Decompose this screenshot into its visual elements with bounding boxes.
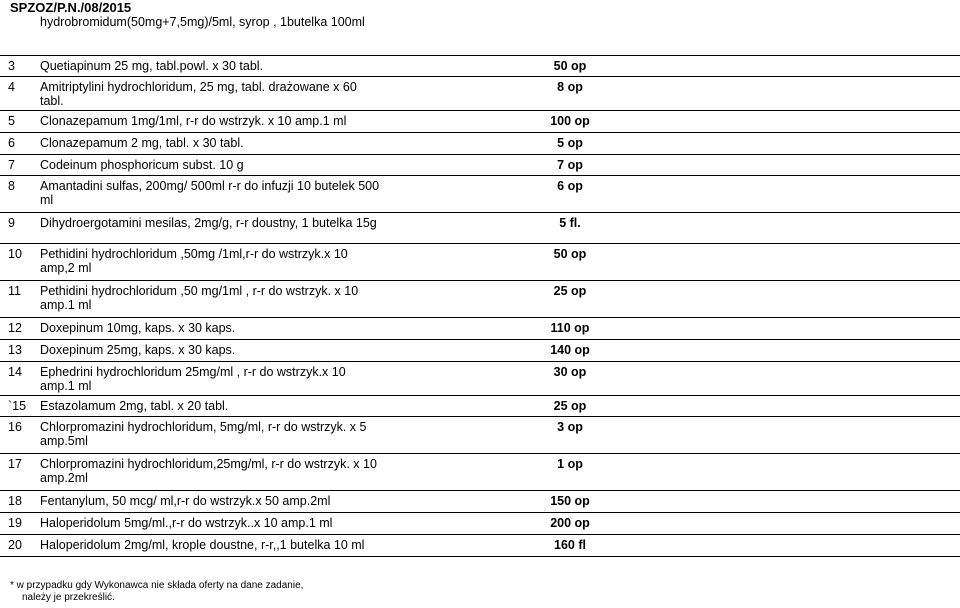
row-number: `15	[0, 395, 40, 416]
drug-name: Amitriptylini hydrochloridum, 25 mg, tabl. drażowane x 60 tabl.	[40, 76, 380, 110]
row-filler	[630, 339, 960, 361]
quantity: 5 fl.	[510, 212, 630, 243]
table-row	[0, 12, 960, 55]
quantity: 140 op	[510, 339, 630, 361]
row-spacer	[380, 132, 510, 154]
drug-name: Doxepinum 10mg, kaps. x 30 kaps.	[40, 317, 380, 339]
drug-name: Amantadini sulfas, 200mg/ 500ml r-r do infuzji 10 butelek 500 ml	[40, 175, 380, 212]
table-row	[0, 243, 960, 280]
table-row	[0, 175, 960, 212]
quantity: 3 op	[510, 416, 630, 453]
row-number: 4	[0, 76, 40, 110]
row-number: 17	[0, 453, 40, 490]
table-row	[0, 110, 960, 132]
drug-name: Doxepinum 25mg, kaps. x 30 kaps.	[40, 339, 380, 361]
footnote	[10, 580, 303, 604]
row-spacer	[380, 361, 510, 395]
row-number: 18	[0, 490, 40, 512]
table-row	[0, 154, 960, 175]
row-filler	[630, 361, 960, 395]
table-row	[0, 55, 960, 76]
drug-name: Ephedrini hydrochloridum 25mg/ml , r-r do wstrzyk.x 10 amp.1 ml	[40, 361, 380, 395]
row-spacer	[380, 154, 510, 175]
quantity: 8 op	[510, 76, 630, 110]
quantity: 30 op	[510, 361, 630, 395]
row-number: 14	[0, 361, 40, 395]
row-spacer	[380, 110, 510, 132]
row-filler	[630, 243, 960, 280]
document-header: SPZOZ/P.N./08/2015	[10, 0, 132, 15]
row-spacer	[380, 212, 510, 243]
drug-name: Clonazepamum 1mg/1ml, r-r do wstrzyk. x 10 amp.1 ml	[40, 110, 380, 132]
drug-name: Fentanylum, 50 mcg/ ml,r-r do wstrzyk.x 50 amp.2ml	[40, 490, 380, 512]
row-filler	[630, 395, 960, 416]
drug-name: Estazolamum 2mg, tabl. x 20 tabl.	[40, 395, 380, 416]
row-spacer	[380, 280, 510, 317]
table-row	[0, 453, 960, 490]
row-filler	[630, 12, 960, 55]
row-spacer	[380, 490, 510, 512]
row-number: 7	[0, 154, 40, 175]
quantity: 25 op	[510, 280, 630, 317]
drug-name: hydrobromidum(50mg+7,5mg)/5ml, syrop , 1butelka 100ml	[40, 12, 380, 55]
row-filler	[630, 490, 960, 512]
quantity: 7 op	[510, 154, 630, 175]
quantity	[510, 12, 630, 55]
row-spacer	[380, 534, 510, 556]
footnote-line-1: * w przypadku gdy Wykonawca nie składa oferty na dane zadanie,	[10, 580, 304, 591]
table-row	[0, 361, 960, 395]
table-row	[0, 317, 960, 339]
quantity: 5 op	[510, 132, 630, 154]
row-filler	[630, 512, 960, 534]
drug-name: Codeinum phosphoricum subst. 10 g	[40, 154, 380, 175]
row-number: 12	[0, 317, 40, 339]
quantity: 200 op	[510, 512, 630, 534]
row-number	[0, 12, 40, 55]
row-number: 16	[0, 416, 40, 453]
drug-name: Quetiapinum 25 mg, tabl.powl. x 30 tabl.	[40, 55, 380, 76]
row-number: 9	[0, 212, 40, 243]
drug-name: Pethidini hydrochloridum ,50 mg/1ml , r-r do wstrzyk. x 10 amp.1 ml	[40, 280, 380, 317]
drug-name: Clonazepamum 2 mg, tabl. x 30 tabl.	[40, 132, 380, 154]
row-filler	[630, 534, 960, 556]
table-row	[0, 416, 960, 453]
row-spacer	[380, 175, 510, 212]
table-row	[0, 132, 960, 154]
row-spacer	[380, 395, 510, 416]
row-number: 19	[0, 512, 40, 534]
drug-name: Dihydroergotamini mesilas, 2mg/g, r-r doustny, 1 butelka 15g	[40, 212, 380, 243]
table-row	[0, 395, 960, 416]
footnote-line-2: należy je przekreślić.	[22, 592, 115, 603]
row-filler	[630, 212, 960, 243]
row-spacer	[380, 55, 510, 76]
row-number: 13	[0, 339, 40, 361]
table-row	[0, 512, 960, 534]
row-filler	[630, 416, 960, 453]
row-filler	[630, 453, 960, 490]
row-filler	[630, 55, 960, 76]
drug-name: Pethidini hydrochloridum ,50mg /1ml,r-r do wstrzyk.x 10 amp,2 ml	[40, 243, 380, 280]
row-filler	[630, 175, 960, 212]
row-number: 3	[0, 55, 40, 76]
row-filler	[630, 280, 960, 317]
row-filler	[630, 154, 960, 175]
quantity: 50 op	[510, 55, 630, 76]
drug-name: Chlorpromazini hydrochloridum, 5mg/ml, r-r do wstrzyk. x 5 amp.5ml	[40, 416, 380, 453]
table-row	[0, 280, 960, 317]
quantity: 1 op	[510, 453, 630, 490]
table-row	[0, 339, 960, 361]
quantity: 25 op	[510, 395, 630, 416]
quantity: 160 fl	[510, 534, 630, 556]
drug-name: Haloperidolum 5mg/ml.,r-r do wstrzyk..x 10 amp.1 ml	[40, 512, 380, 534]
row-filler	[630, 132, 960, 154]
quantity: 100 op	[510, 110, 630, 132]
row-spacer	[380, 339, 510, 361]
row-number: 5	[0, 110, 40, 132]
row-filler	[630, 76, 960, 110]
row-spacer	[380, 76, 510, 110]
row-number: 6	[0, 132, 40, 154]
row-filler	[630, 110, 960, 132]
table-row	[0, 490, 960, 512]
row-number: 20	[0, 534, 40, 556]
table-row	[0, 76, 960, 110]
row-number: 10	[0, 243, 40, 280]
quantity: 110 op	[510, 317, 630, 339]
row-number: 8	[0, 175, 40, 212]
row-filler	[630, 317, 960, 339]
quantity: 6 op	[510, 175, 630, 212]
drug-name: Haloperidolum 2mg/ml, krople doustne, r-r,,1 butelka 10 ml	[40, 534, 380, 556]
row-spacer	[380, 416, 510, 453]
quantity: 50 op	[510, 243, 630, 280]
row-spacer	[380, 453, 510, 490]
table-row	[0, 534, 960, 556]
row-number: 11	[0, 280, 40, 317]
row-spacer	[380, 317, 510, 339]
drug-name: Chlorpromazini hydrochloridum,25mg/ml, r-r do wstrzyk. x 10 amp.2ml	[40, 453, 380, 490]
row-spacer	[380, 12, 510, 55]
table-row	[0, 212, 960, 243]
drug-table	[0, 12, 960, 557]
quantity: 150 op	[510, 490, 630, 512]
row-spacer	[380, 243, 510, 280]
row-spacer	[380, 512, 510, 534]
